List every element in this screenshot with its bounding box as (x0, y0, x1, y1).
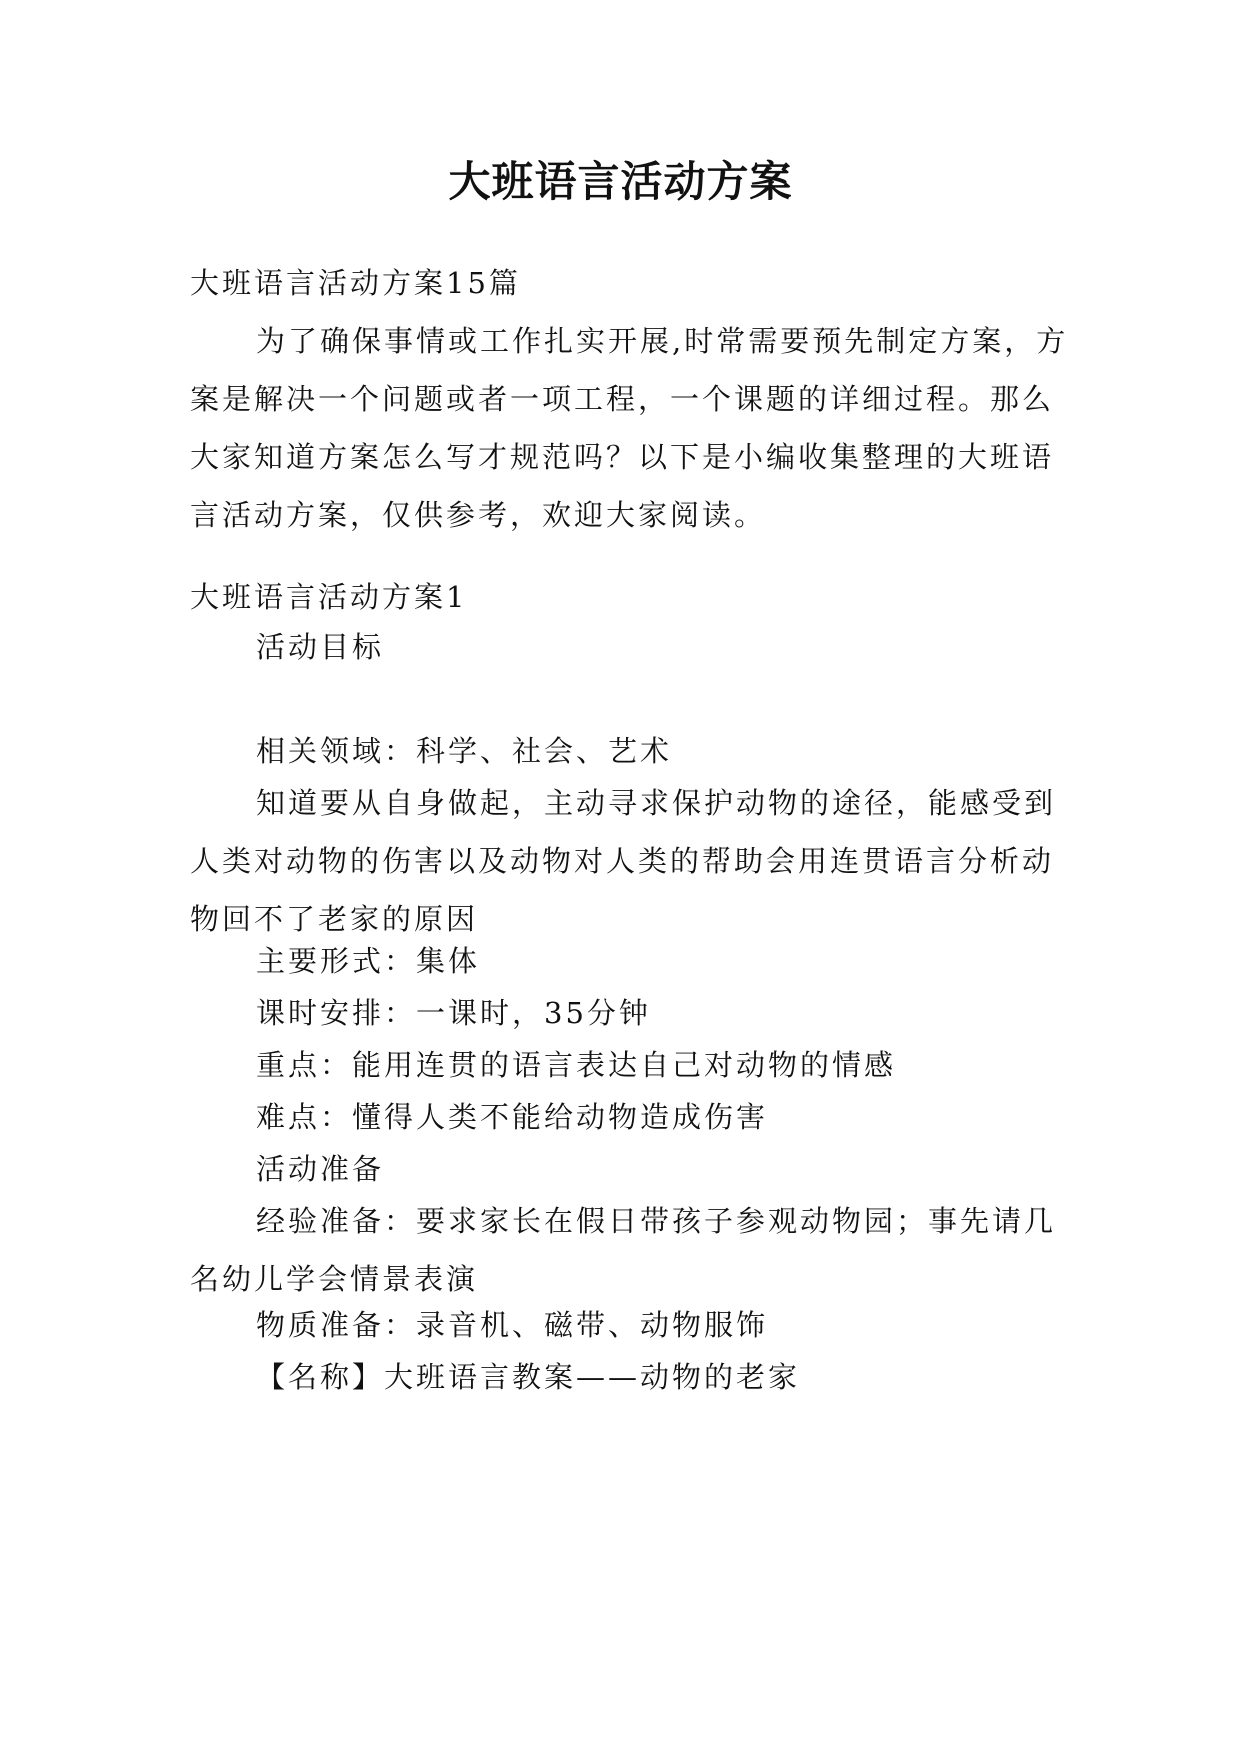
goal-heading: 活动目标 (256, 630, 385, 664)
intro-paragraph: 为了确保事情或工作扎实开展,时常需要预先制定方案，方案是解决一个问题或者一项工程，一个课题的详细过程。那么大家知道方案怎么写才规范吗？以下是小编收集整理的大班语言活动方案，仅供参考，欢迎大家阅读。 (190, 324, 1069, 532)
schedule-line: 课时安排：一课时，35分钟 (256, 996, 651, 1030)
related-fields-line: 相关领域：科学、社会、艺术 (256, 734, 673, 768)
difficulty-line: 难点：懂得人类不能给动物造成伤害 (256, 1100, 769, 1134)
section-heading: 大班语言活动方案1 (190, 580, 468, 614)
lesson-name-line: 【名称】大班语言教案——动物的老家 (256, 1360, 801, 1394)
form-line: 主要形式：集体 (256, 944, 481, 978)
goal-paragraph: 知道要从自身做起，主动寻求保护动物的途径，能感受到人类对动物的伤害以及动物对人类的帮助会用连贯语言分析动物回不了老家的原因 (190, 786, 1057, 936)
experience-prep-paragraph: 经验准备：要求家长在假日带孩子参观动物园；事先请几名幼儿学会情景表演 (190, 1204, 1057, 1296)
key-point-line: 重点：能用连贯的语言表达自己对动物的情感 (256, 1048, 897, 1082)
material-prep-line: 物质准备：录音机、磁带、动物服饰 (256, 1308, 769, 1342)
document-title: 大班语言活动方案 (448, 157, 793, 206)
document-subtitle: 大班语言活动方案15篇 (190, 266, 521, 300)
prep-heading: 活动准备 (256, 1152, 385, 1186)
